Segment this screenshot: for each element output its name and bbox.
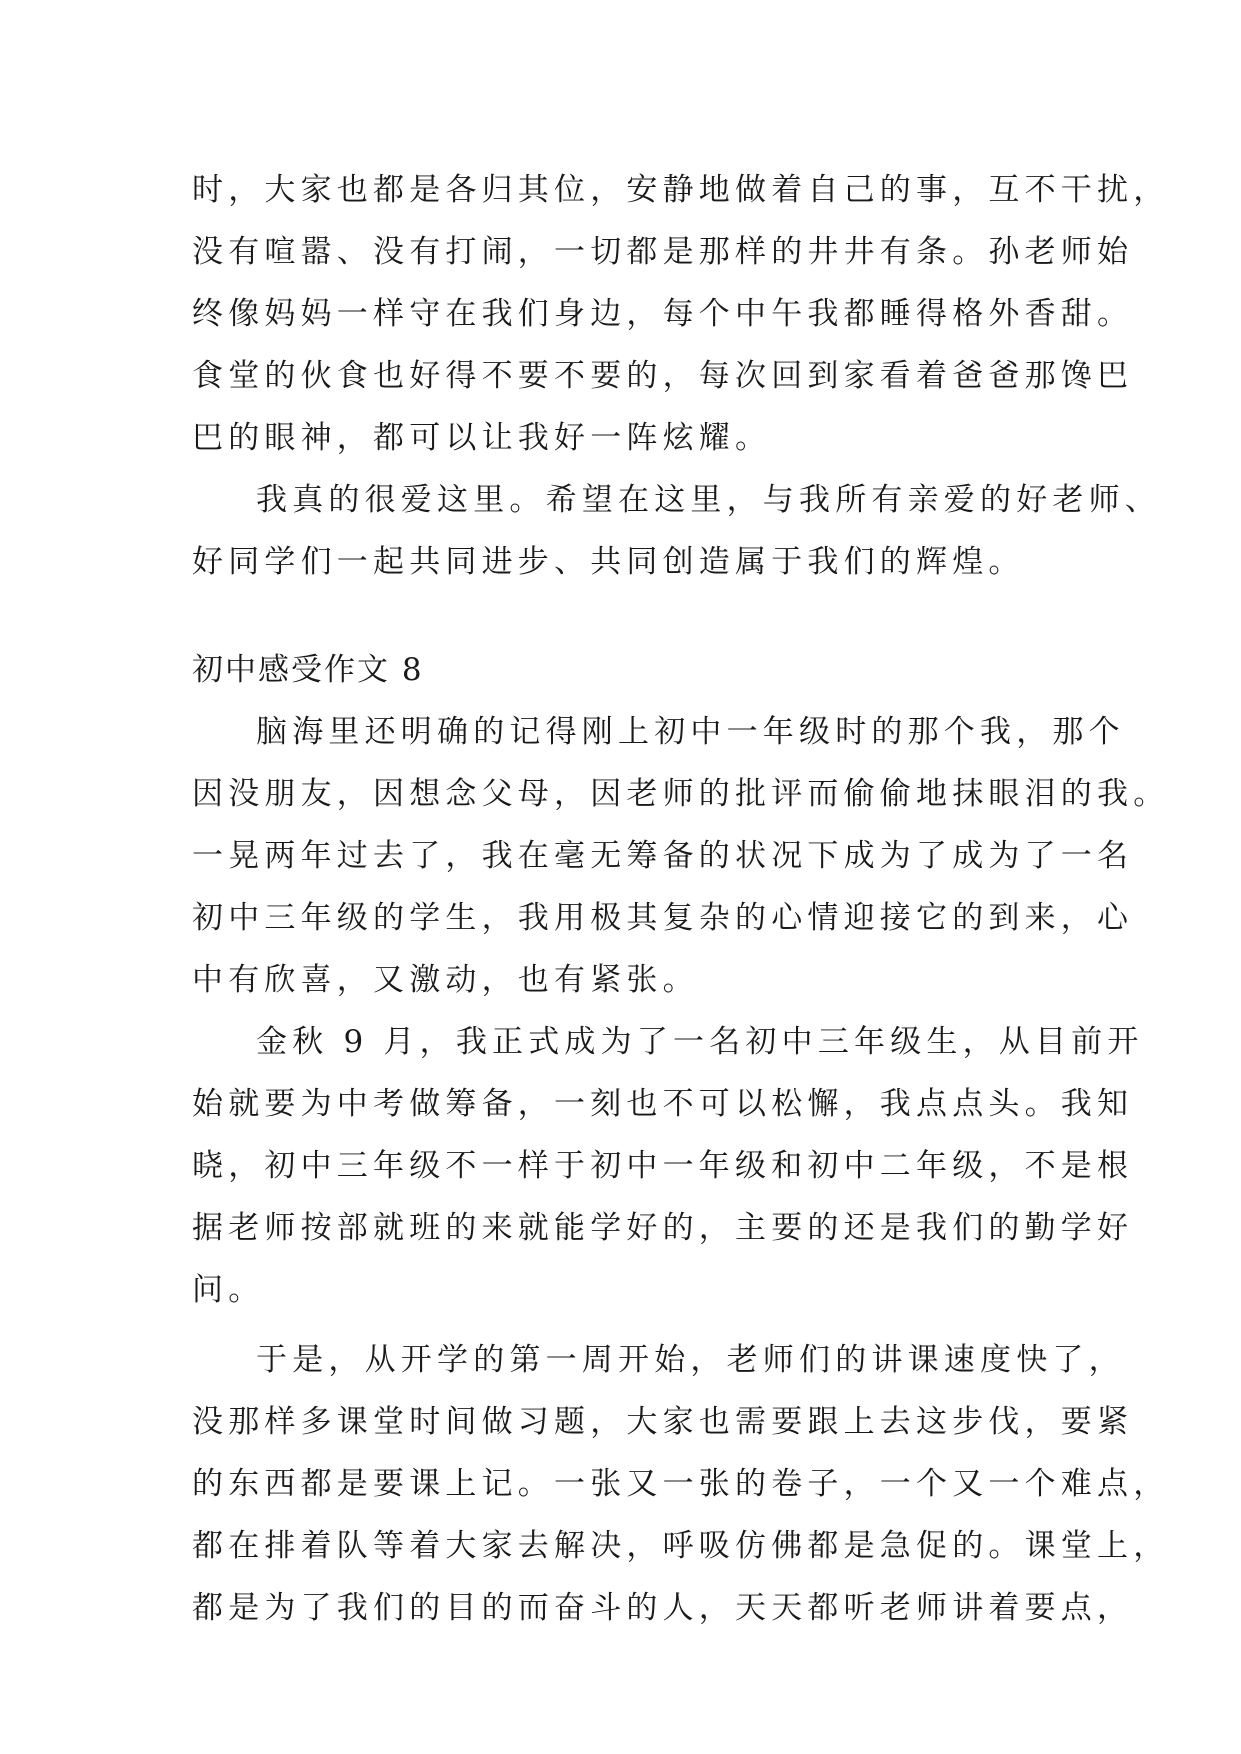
paragraph-start: 于是，从开学的第一周开始，老师们的讲课速度快了， [256,1342,1125,1378]
text-line: 食堂的伙食也好得不要不要的，每次回到家看着爸爸那馋巴 [192,358,1134,394]
paragraph-start: 我真的很爱这里。希望在这里，与我所有亲爱的好老师、 [256,482,1161,518]
text-line: 问。 [192,1272,265,1308]
text-line: 晓，初中三年级不一样于初中一年级和初中二年级，不是根 [192,1148,1134,1184]
text-line: 据老师按部就班的来就能学好的，主要的还是我们的勤学好 [192,1210,1134,1246]
text-line: 初中三年级的学生，我用极其复杂的心情迎接它的到来，心 [192,900,1134,936]
text-line: 都在排着队等着大家去解决，呼吸仿佛都是急促的。课堂上， [192,1528,1170,1564]
text-line: 没有喧嚣、没有打闹，一切都是那样的井井有条。孙老师始 [192,234,1134,270]
text-line: 终像妈妈一样守在我们身边，每个中午我都睡得格外香甜。 [192,296,1134,332]
paragraph-start: 金秋 9 月，我正式成为了一名初中三年级生，从目前开 [256,1024,1144,1060]
text-line: 始就要为中考做筹备，一刻也不可以松懈，我点点头。我知 [192,1086,1134,1122]
text-line: 时，大家也都是各归其位，安静地做着自己的事，互不干扰， [192,172,1170,208]
text-line: 巴的眼神，都可以让我好一阵炫耀。 [192,420,772,456]
paragraph-start: 脑海里还明确的记得刚上初中一年级时的那个我，那个 [256,714,1125,750]
text-line: 因没朋友，因想念父母，因老师的批评而偷偷地抹眼泪的我。 [192,776,1170,812]
text-line: 一晃两年过去了，我在毫无筹备的状况下成为了成为了一名 [192,838,1134,874]
text-line: 的东西都是要课上记。一张又一张的卷子，一个又一个难点， [192,1466,1170,1502]
text-line: 没那样多课堂时间做习题，大家也需要跟上去这步伐，要紧 [192,1404,1134,1440]
text-line: 都是为了我们的目的而奋斗的人，天天都听老师讲着要点， [192,1590,1134,1626]
text-line: 好同学们一起共同进步、共同创造属于我们的辉煌。 [192,544,1025,580]
text-line: 中有欣喜，又激动，也有紧张。 [192,962,699,998]
section-heading: 初中感受作文 8 [192,652,424,688]
